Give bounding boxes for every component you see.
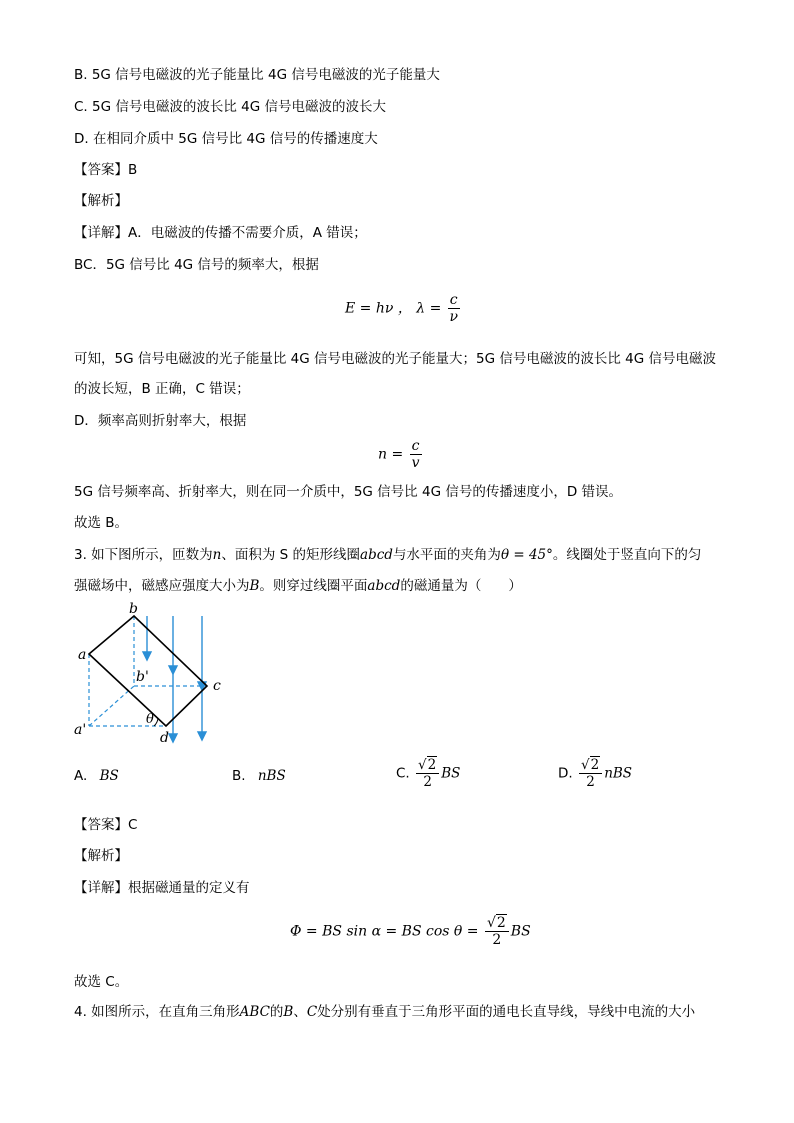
field-arrow-2b xyxy=(169,734,177,742)
eq1-denominator: ν xyxy=(449,309,458,325)
option-a[interactable]: A. BS xyxy=(74,768,119,784)
eq2-denominator: v xyxy=(411,455,420,471)
option-b-line: B. 5G 信号电磁波的光子能量比 4G 信号电磁波的光子能量大 xyxy=(74,67,440,83)
label-a-prime: a' xyxy=(74,722,87,738)
label-b: b xyxy=(129,602,138,617)
analysis-header-q2: 【解析】 xyxy=(74,193,128,209)
eq3-left: Φ = BS sin α = BS cos θ = xyxy=(290,923,479,940)
eq2-fraction xyxy=(410,438,422,471)
field-arrow-2 xyxy=(169,666,177,674)
answer-q2: 【答案】B xyxy=(74,162,138,178)
option-b[interactable]: B. nBS xyxy=(232,768,286,784)
label-d: d xyxy=(160,730,169,746)
field-arrow-3b xyxy=(198,732,206,740)
detail-q2-d-conclusion: 5G 信号频率高、折射率大，则在同一介质中，5G 信号比 4G 信号的传播速度小，D 错误。 xyxy=(74,484,623,500)
eq2-numerator: c xyxy=(411,438,420,454)
choose-b: 故选 B。 xyxy=(74,515,129,531)
eq1-numerator: c xyxy=(449,292,458,308)
detail-q3: 【详解】根据磁通量的定义有 xyxy=(74,880,250,896)
question-4-line-1: 4. 如图所示，在直角三角形ABC的B、C处分别有垂直于三角形平面的通电长直导线，导线中电流的大小 xyxy=(74,1004,696,1020)
eq3-right: BS xyxy=(510,923,531,940)
detail-q2-d: D．频率高则折射率大，根据 xyxy=(74,413,247,429)
answer-q3: 【答案】C xyxy=(74,817,138,833)
detail-q2-conclusion-2: 的波长短，B 正确，C 错误； xyxy=(74,381,250,397)
option-d-line: D. 在相同介质中 5G 信号比 4G 信号的传播速度大 xyxy=(74,131,378,147)
choose-c: 故选 C。 xyxy=(74,974,129,990)
question-3-line-1: 3. 如下图所示，匝数为n、面积为 S 的矩形线圈abcd与水平面的夹角为θ = 45°。线圈处于竖直向下的匀 xyxy=(74,547,702,563)
coil-magnetic-field-figure xyxy=(74,602,234,748)
option-d[interactable]: D. $\frac{√2}{2}$ nBS xyxy=(558,757,633,790)
option-c[interactable]: C. $\frac{√2}{2}$ BS xyxy=(396,757,461,790)
detail-q2-conclusion: 可知，5G 信号电磁波的光子能量比 4G 信号电磁波的光子能量大；5G 信号电磁波的波长比 4G 信号电磁波 xyxy=(74,351,716,367)
eq1-left: E = hν ， xyxy=(345,300,412,317)
eq1-fraction xyxy=(448,292,460,325)
label-b-prime: b' xyxy=(136,669,149,685)
detail-q2-bc: BC．5G 信号比 4G 信号的频率大，根据 xyxy=(74,257,319,273)
option-c-line: C. 5G 信号电磁波的波长比 4G 信号电磁波的波长大 xyxy=(74,99,386,115)
detail-q2-a: 【详解】A．电磁波的传播不需要介质，A 错误； xyxy=(74,225,367,241)
a-prime-b-prime-line xyxy=(89,686,134,726)
theta-arc xyxy=(154,718,158,726)
eq2-left: n = xyxy=(378,446,404,463)
label-a: a xyxy=(78,647,87,663)
label-c: c xyxy=(213,678,221,694)
label-theta: θ xyxy=(146,712,154,727)
analysis-header-q3: 【解析】 xyxy=(74,848,128,864)
eq1-lambda: λ = xyxy=(416,300,442,317)
equation-energy-wavelength xyxy=(345,292,462,325)
eq3-fraction: $\frac{√2}{2}$ xyxy=(485,915,509,948)
equation-flux xyxy=(290,915,531,948)
question-3-line-2: 强磁场中，磁感应强度大小为B。则穿过线圈平面abcd的磁通量为（ ） xyxy=(74,578,522,594)
field-arrow-1 xyxy=(143,652,151,660)
equation-refraction xyxy=(378,438,424,471)
